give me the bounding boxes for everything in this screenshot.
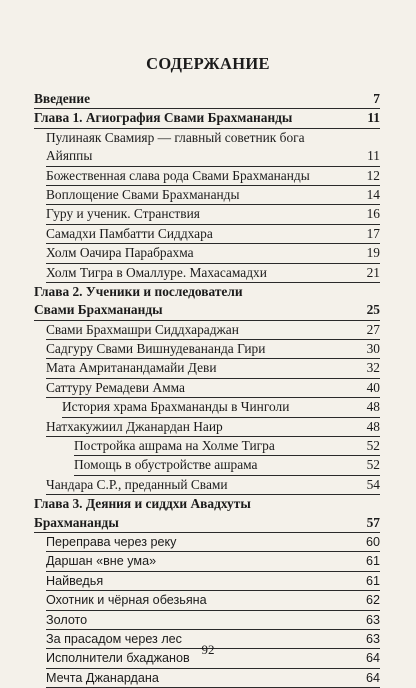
toc-entry-page: 48 — [366, 418, 380, 434]
toc-entry-title: Айяппы — [46, 148, 93, 164]
toc-entry — [46, 379, 380, 398]
toc-entry-title: Божественная слава рода Свами Брахмананды — [46, 167, 310, 183]
table-of-contents — [34, 90, 380, 688]
toc-entry-title: Введение — [34, 91, 91, 106]
toc-entry — [46, 359, 380, 378]
toc-entry-title: Мечта Джанардана — [46, 670, 159, 685]
toc-entry-title: Пулинаяк Свамияр — главный советник бога — [46, 129, 305, 145]
toc-entry — [46, 669, 380, 688]
toc-entry-title: Исполнители бхаджанов — [46, 651, 190, 666]
toc-entry — [46, 591, 380, 610]
toc-entry-page: 7 — [373, 91, 380, 106]
toc-entry-page: 63 — [365, 631, 380, 646]
toc-entry — [46, 225, 380, 244]
toc-entry — [74, 437, 380, 456]
toc-entry-title: Помощь в обустройстве ашрама — [74, 457, 258, 473]
toc-entry-page: 48 — [366, 399, 380, 415]
toc-entry — [34, 283, 380, 301]
toc-entry-title: Натхакужиил Джанардан Наир — [46, 418, 223, 434]
toc-entry — [46, 552, 380, 571]
toc-entry-title: Брахмананды — [34, 514, 119, 530]
toc-entry-page: 27 — [366, 321, 380, 337]
toc-entry-title: Воплощение Свами Брахмананды — [46, 186, 240, 202]
toc-entry-page: 17 — [366, 225, 380, 241]
toc-entry — [46, 129, 380, 147]
toc-entry-page: 62 — [365, 593, 380, 608]
toc-entry-title: Свами Брахмананды — [34, 302, 163, 318]
toc-entry-title: Саттуру Ремадеви Амма — [46, 379, 185, 395]
toc-entry-title: Гуру и ученик. Странствия — [46, 206, 200, 222]
toc-entry-page: 60 — [365, 534, 380, 549]
toc-entry — [46, 147, 380, 166]
toc-entry-title: Даршан «вне ума» — [46, 554, 157, 569]
toc-entry-page: 14 — [366, 186, 380, 202]
toc-entry-title: Глава 3. Деяния и сиддхи Авадхуты — [34, 496, 251, 512]
toc-entry-title: История храма Брахмананды в Чинголи — [62, 399, 290, 415]
toc-entry-title: Самадхи Памбатти Сиддхара — [46, 225, 213, 241]
toc-entry — [46, 476, 380, 495]
toc-entry — [46, 244, 380, 263]
toc-entry — [34, 514, 380, 533]
toc-entry — [46, 533, 380, 552]
toc-entry-title: Постройка ашрама на Холме Тигра — [74, 438, 275, 454]
toc-entry — [46, 321, 380, 340]
toc-entry-title: Золото — [46, 612, 88, 627]
toc-entry — [34, 301, 380, 320]
toc-entry-page: 21 — [366, 264, 380, 280]
toc-entry-title: Садгуру Свами Вишнудевананда Гири — [46, 341, 266, 357]
toc-entry-page: 61 — [365, 573, 380, 588]
toc-entry-title: За прасадом через лес — [46, 631, 182, 646]
toc-entry-title: Мата Амританандамайи Деви — [46, 360, 217, 376]
toc-entry-title: Глава 1. Агиография Свами Брахмананды — [34, 110, 293, 126]
toc-entry — [46, 340, 380, 359]
toc-entry — [62, 398, 380, 417]
toc-entry-title: Чандара С.Р., преданный Свами — [46, 476, 228, 492]
toc-entry-page: 30 — [366, 341, 380, 357]
toc-entry — [46, 186, 380, 205]
toc-entry-title: Охотник и чёрная обезьяна — [46, 593, 207, 608]
toc-entry-page: 52 — [366, 438, 380, 454]
toc-entry-title: Холм Тигра в Омаллуре. Махасамадхи — [46, 264, 267, 280]
toc-entry — [46, 205, 380, 224]
toc-entry-page: 57 — [366, 514, 380, 530]
toc-entry-page: 64 — [365, 651, 380, 666]
page-title: СОДЕРЖАНИЕ — [146, 54, 270, 73]
toc-entry — [46, 167, 380, 186]
toc-entry-page: 11 — [367, 148, 380, 164]
toc-entry-page: 63 — [365, 612, 380, 627]
toc-entry — [34, 90, 380, 109]
toc-entry-title: Переправа через реку — [46, 534, 177, 549]
toc-entry-title: Глава 2. Ученики и последователи — [34, 283, 243, 299]
toc-entry-page: 61 — [365, 554, 380, 569]
toc-entry-page: 12 — [366, 167, 380, 183]
toc-entry-title: Свами Брахмашри Сиддхараджан — [46, 321, 239, 337]
toc-entry-page: 64 — [365, 670, 380, 685]
toc-entry — [74, 456, 380, 475]
toc-entry-page: 40 — [366, 379, 380, 395]
toc-entry — [46, 572, 380, 591]
toc-entry-page: 54 — [366, 476, 380, 492]
toc-entry-page: 32 — [366, 360, 380, 376]
toc-entry-page: 25 — [366, 302, 380, 318]
toc-entry — [46, 264, 380, 283]
toc-entry-title: Найведья — [46, 573, 104, 588]
toc-entry-page: 11 — [367, 110, 380, 126]
toc-entry-page: 16 — [366, 206, 380, 222]
toc-entry-page: 19 — [366, 245, 380, 261]
toc-entry — [34, 109, 380, 128]
toc-entry-page: 52 — [366, 457, 380, 473]
toc-entry — [46, 418, 380, 437]
toc-entry — [46, 611, 380, 630]
page-number: 92 — [201, 642, 215, 657]
toc-entry-title: Холм Оачира Парабрахма — [46, 245, 194, 261]
toc-entry — [34, 495, 380, 513]
